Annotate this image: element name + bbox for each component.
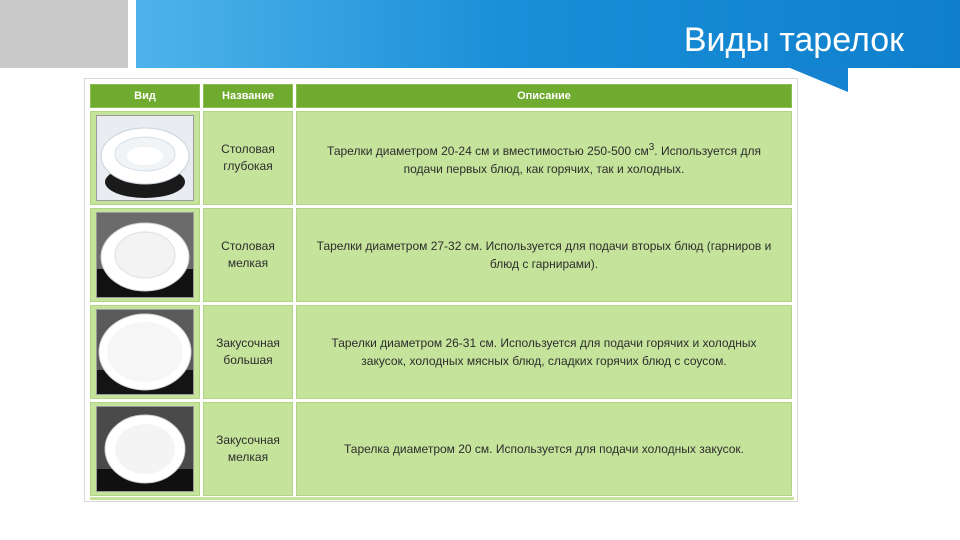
column-header-description: Описание [296, 84, 792, 108]
header-gray-block [0, 0, 128, 68]
table-bottom-strip [90, 497, 794, 500]
plate-name-cell: Закусочная мелкая [203, 402, 293, 496]
table-row [90, 305, 792, 399]
plate-description-cell: Тарелки диаметром 26-31 см. Используется для подачи горячих и холодных закусок, холодных мясных блюд, сладких горячих блюд с соусом. [296, 305, 792, 399]
table-header-row [90, 84, 792, 108]
header-tab-decoration [790, 68, 848, 92]
table-row [90, 402, 792, 496]
plate-name-cell: Столовая мелкая [203, 208, 293, 302]
description-superscript: 3 [648, 141, 655, 153]
shallow-dinner-plate-photo [96, 212, 194, 298]
plate-description-cell: Тарелка диаметром 20 см. Используется для подачи холодных закусок. [296, 402, 792, 496]
plate-image-cell [90, 208, 200, 302]
table-row [90, 111, 792, 205]
plate-image-cell [90, 111, 200, 205]
plate-image-cell [90, 305, 200, 399]
description-text-rest: . Используется для подачи первых блюд, как горячих, так и холодных. [403, 143, 761, 176]
plate-name-cell: Закусочная большая [203, 305, 293, 399]
plate-name-cell: Столовая глубокая [203, 111, 293, 205]
plate-image-cell [90, 402, 200, 496]
description-text: Тарелки диаметром 20-24 см и вместимостью 250-500 см [327, 143, 649, 158]
column-header-name: Название [203, 84, 293, 108]
column-header-type: Вид [90, 84, 200, 108]
plates-table [87, 81, 795, 499]
large-appetizer-plate-photo [96, 309, 194, 395]
plate-description-cell [296, 111, 792, 205]
plate-description-cell: Тарелки диаметром 27-32 см. Используется для подачи вторых блюд (гарниров и блюд с гарнирами). [296, 208, 792, 302]
page-title: Виды тарелок [683, 21, 904, 59]
plates-table-container [84, 78, 798, 502]
table-row [90, 208, 792, 302]
small-appetizer-plate-photo [96, 406, 194, 492]
deep-soup-plate-photo [96, 115, 194, 201]
